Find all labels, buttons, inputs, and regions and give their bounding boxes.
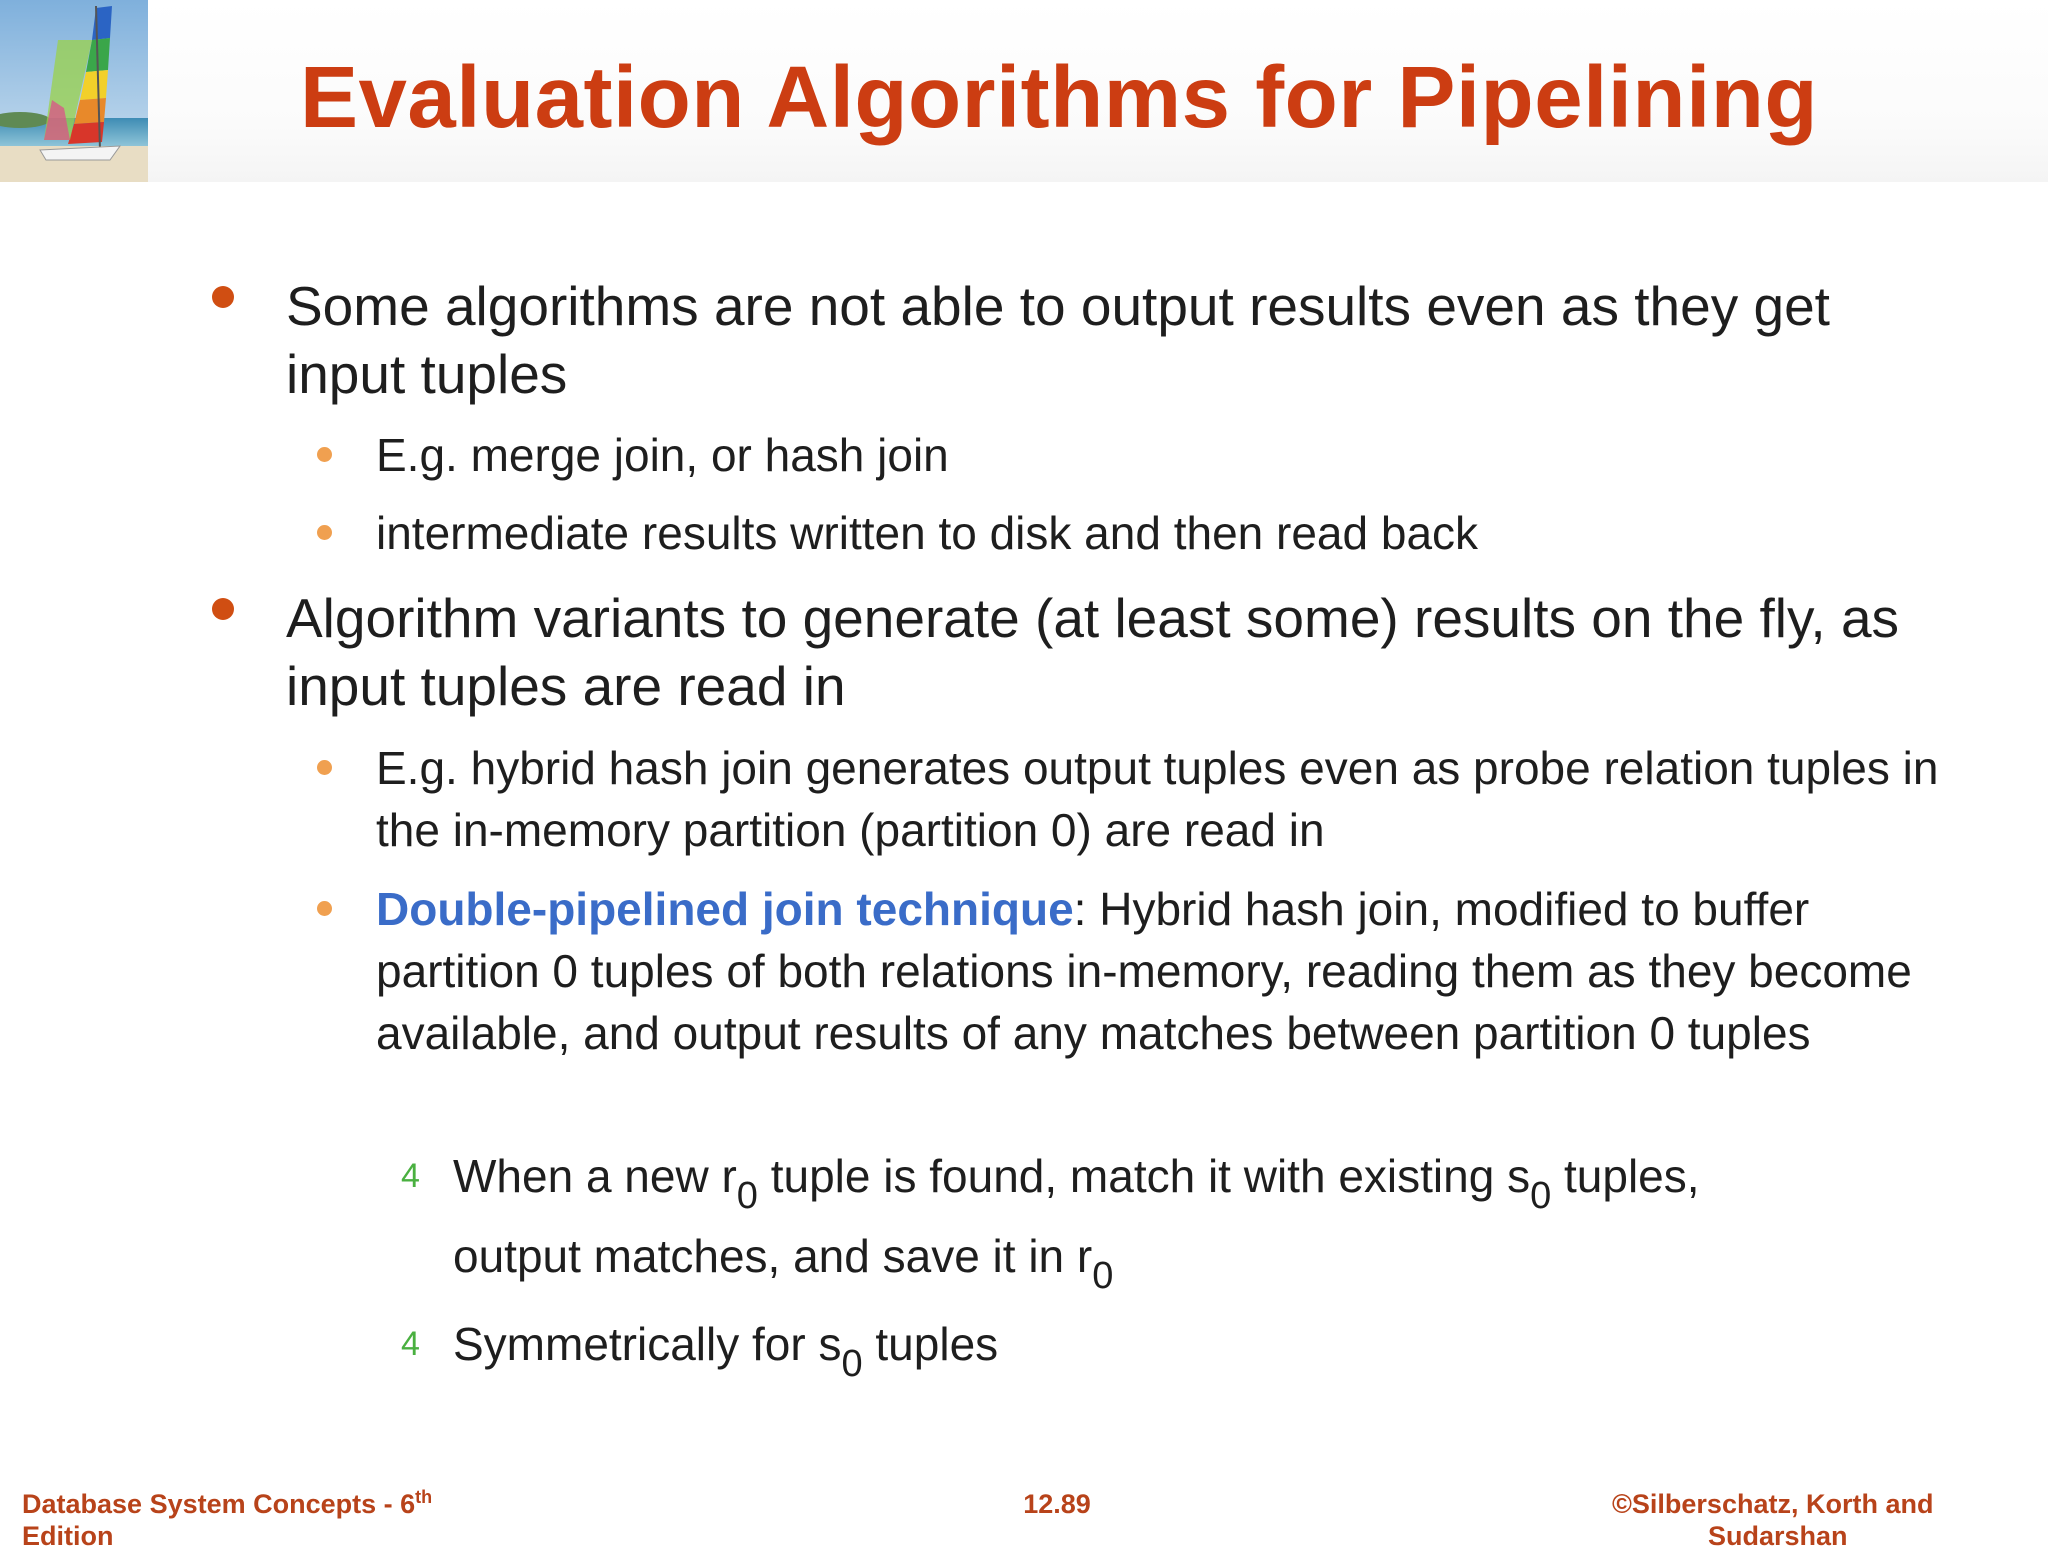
bullet-marker: 4 [401,1157,420,1195]
sub-bullet-item [376,424,1976,486]
subscript: 0 [841,1343,863,1385]
text-part: tuples, [1551,1150,1700,1202]
footer-page-number: 12.89 [1023,1489,1091,1519]
bullet-dot-icon [212,286,234,308]
text-part: When a new r [453,1150,737,1202]
footer-right: ©Silberschatz, Korth and [1612,1489,1934,1519]
text-part: Symmetrically for s [453,1318,842,1370]
footer-book-title: Database System Concepts - 6 [22,1489,416,1519]
bullet-dot-icon [317,447,332,462]
sailboat-logo-icon [0,0,148,182]
emphasis-term: Double-pipelined join technique [376,883,1074,935]
sub-bullet-item [376,878,1976,1064]
footer-right-overflow [1708,1521,1928,1551]
bullet-text: Algorithm variants to generate (at least some) results on the fly, as input tuples are read in [286,587,1900,717]
bullet-marker: 4 [401,1325,420,1363]
sub-bullet-item [376,502,1976,564]
text-part: tuple is found, match it with existing s [757,1150,1531,1202]
footer-left-overflow [22,1521,222,1551]
sub-bullet-item [376,737,1976,861]
subscript: 0 [1092,1255,1114,1297]
subscript: 0 [1530,1175,1552,1217]
text-part: tuples [862,1318,999,1370]
slide-title: Evaluation Algorithms for Pipelining [300,49,1819,146]
sub-bullet-text: intermediate results written to disk and then read back [376,507,1479,559]
sub-bullet-text: E.g. hybrid hash join generates output tuples even as probe relation tuples in the in-memory partition (partition 0) are read in [376,742,1939,856]
sub-sub-bullet-item [401,1136,1953,1297]
footer-superscript: th [415,1487,433,1507]
sub-bullet-text: : Hybrid hash join, modified to buffer partition 0 tuples of both relations in-memory, reading them as they become available, and output results of any matches between partition 0 tuples [376,883,1912,1059]
bullet-item [286,272,1946,408]
footer-right-overflow-text: Sudarshan [1708,1521,1848,1551]
subscript: 0 [736,1175,758,1217]
bullet-dot-icon [317,901,332,916]
bullet-dot-icon [317,525,332,540]
text-part: output matches, and save it in r [453,1230,1093,1282]
footer-left [22,1486,432,1522]
bullet-item [286,584,1946,720]
sub-bullet-text: E.g. merge join, or hash join [376,429,949,481]
footer-left-overflow-text: Edition [22,1521,114,1551]
sub-sub-bullet-item [401,1304,1953,1385]
bullet-dot-icon [212,598,234,620]
bullet-dot-icon [317,760,332,775]
bullet-text: Some algorithms are not able to output results even as they get input tuples [286,275,1830,405]
